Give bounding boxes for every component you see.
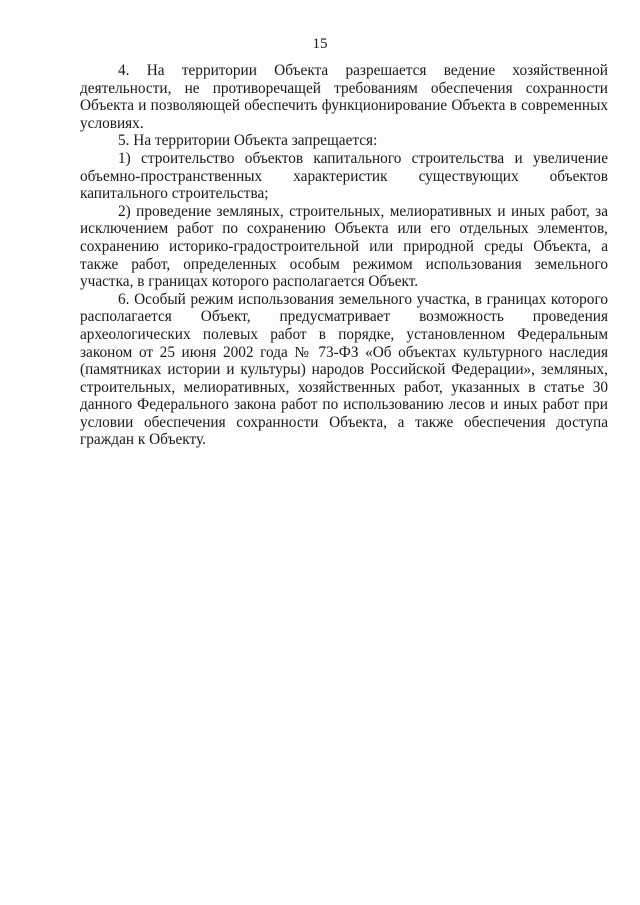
- paragraph-item-6: 6. Особый режим использования земельного участка, в границах которого располагается Объект, предусматривает возможность проведения археологических полевых работ в порядке, установленном Федеральным законом от 25 июня 2002 года № 73-ФЗ «Об объектах культурного наследия (памятниках истории и культуры) народов Российской Федерации», земляных, строительных, мелиоративных, хозяйственных работ, указанных в статье 30 данного Федерального закона работ по использованию лесов и иных работ при условии обеспечения сохранности Объекта, а также обеспечения доступа граждан к Объекту.: [80, 290, 608, 449]
- paragraph-subitem-2: 2) проведение земляных, строительных, мелиоративных и иных работ, за исключением работ по сохранению Объекта или его отдельных элементов, сохранению историко-градостроительной или природной среды Объекта, а также работ, определенных особым режимом использования земельного участка, в границах которого располагается Объект.: [80, 202, 608, 291]
- paragraph-item-4: 4. На территории Объекта разрешается ведение хозяйственной деятельности, не противоречащей требованиям обеспечения сохранности Объекта и позволяющей обеспечить функционирование Объекта в современных условиях.: [80, 62, 608, 132]
- paragraph-subitem-1: 1) строительство объектов капитального строительства и увеличение объемно-пространственных характеристик существующих объектов капитального строительства;: [80, 149, 608, 203]
- page-number: 15: [312, 36, 328, 52]
- paragraph-item-5: 5. На территории Объекта запрещается:: [118, 132, 378, 150]
- document-body: [80, 62, 608, 449]
